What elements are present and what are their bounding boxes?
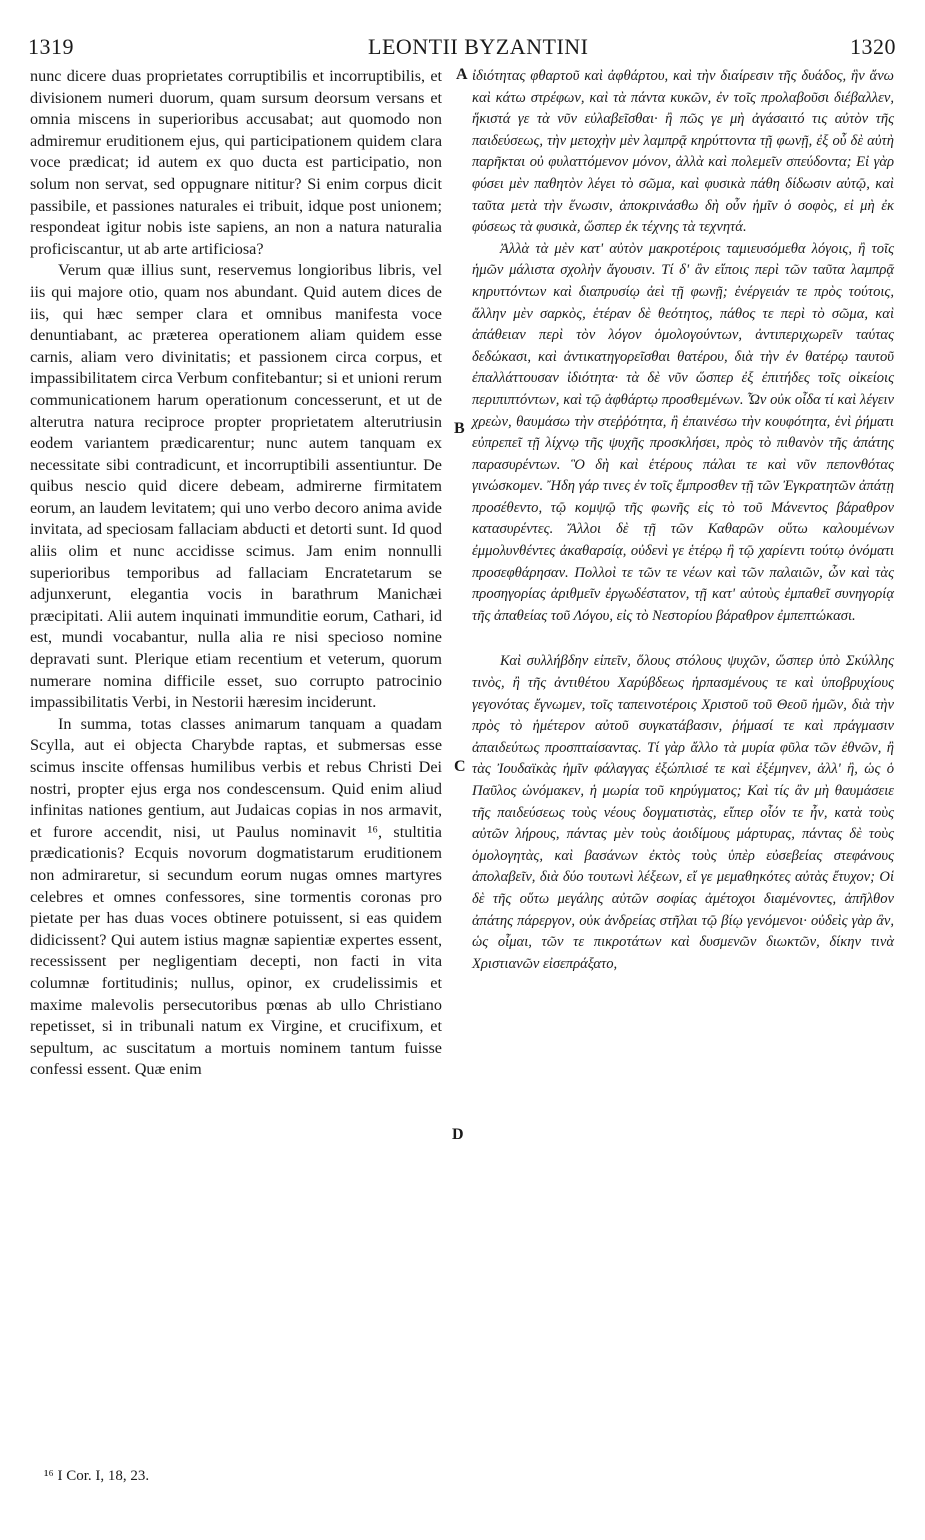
page-number-left: 1319 — [28, 34, 74, 59]
running-title: LEONTII BYZANTINI — [368, 34, 589, 59]
latin-paragraph-3: In summa, totas classes animarum tanquam a quadam Scylla, aut ei objecta Charybde raptas, et submersas esse scimus inscite offensas humilibus verbis et rebus Christi Dei nostri, propter ejus erga nos condescensum. Quid enim aliud infinitas nationes gentium, aut Judaicas copias in nos armavit, et furore accendit, nisi, ut Paulus nominavit ¹⁶, stultitia prædicationis? Ecquis novorum dogmatistarum eruditionem non admiraretur, si secundum eorum nugas omnes martyres celebres et omnes confessores, sine tormentis coronas pro pietate per has duas voces obtinere potuissent, si eas quidem didicissent? Qui autem istius magnæ sapientiæ expertes essent, recessissent per negligentiam decepti, non facti in vita columnæ fortitudinis; nullus, opinor, ex crudelissimis et maxime malevolis persecutoribus pœnas ab ullo Christiano repetisset, si in tribunali natum ex Virgine, et crucifixum, et sepultum, ac suscitatum a mortuis nominem tantum fuisse confessi essent. Quæ enim — [30, 714, 442, 1079]
latin-column — [30, 66, 442, 1081]
page-header — [28, 34, 896, 64]
latin-paragraph-1: nunc dicere duas proprietates corruptibilis et incorruptibilis, et divisionem numeri duorum, quam sursum deorsum versans et omnia miscens in superioribus accusabat; aut quomodo non admiremur eruditionem ejus, qui participationem quidem clara voce prædicat; id autem ex quo ducta est participatio, non solum non servat, sed oppugnare nititur? Si enim corpus dicit passibile, et passiones naturales ei tribuit, idque post unionem; respondeat igitur nobis iste sapiens, an non a natura naturalia proficiscantur, ut ab arte artificiosa? — [30, 67, 442, 258]
greek-paragraph-2: Ἀλλὰ τὰ μὲν κατ' αὐτὸν μακροτέροις ταμιευσόμεθα λόγοις, ἢ τοῖς ἡμῶν μάλιστα σχολὴν ἄγουσιν. Τί δ' ἂν εἴποις περὶ τῶν ταῦτα λαμπρᾷ κηρυττόντων καὶ διαπρυσίῳ ἀεὶ τῇ φωνῇ; ἐνέργειάν τε πρὸς τούτοις, ἄλλην μὲν σαρκὸς, ἑτέραν δὲ θεότητος, πάθος τε περὶ τὸ σῶμα, καὶ ἀπάθειαν περὶ τὸν λόγον ὁμολογούντων, ἀντιπεριχωρεῖν ταύτας δεδώκασι, καὶ ἀντικατηγορεῖσθαι θατέρου, διὰ τὴν ἐν θατέρῳ ταυτοῦ ἐπαλλάττουσαν ἰδιότητα· τὰ δὲ νῦν ὥσπερ ἐξ ἐπιτήδες τοῖς οἰκείοις περιπιπτόντων, καὶ τῷ ἀφθάρτῳ προσθεμένων. Ὧν οὐκ οἶδα τί καὶ λέγειν χρεὼν, θαυμάσω τὴν στεῤῥότητα, ἢ ἐπαινέσω τὴν κουφότητα, ἑνὶ ῥήματι εὐπρεπεῖ τῇ λίχνῳ τῆς ψυχῆς προσκλήσει, πρὸς τὸ πιθανὸν τῆς ἀπάτης παρασυρέντων. Ὃ δὴ καὶ ἑτέρους πάλαι τε καὶ νῦν πεπονθότας γινώσκομεν. Ἤδη γάρ τινες ἐν τοῖς ἔμπροσθεν τῇ τῶν Ἐγκρατητῶν ἀπάτῃ προσέθεντο, τῷ κομψῷ τῆς φωνῆς εἰς τὸ τοῦ Μάνεντος βάραθρον κατασυρέντες. Ἄλλοι δὲ τῇ τῶν Καθαρῶν οὕτω καλουμένων ἐμμολυνθέντες ἀκαθαρσίᾳ, οὐδενὶ γε ἑτέρῳ ἢ τῷ χαρίεντι τούτῳ ὀνόματι προσεφθάρησαν. Πολλοὶ τε τῶν τε νέων καὶ τῶν παλαιῶν, ὧν καὶ τὰς προσηγορίας ἀριθμεῖν ἐργωδέστατον, τῇ κατ' αὐτοὺς ἐμπαθεῖ συνηγορίᾳ τῆς ἀπαθείας τοῦ Λόγου, εἰς τὸ Νεστορίου βάραθρον ἐμπεπτώκασι. — [472, 240, 894, 624]
greek-column — [472, 66, 894, 975]
footnote: ¹⁶ I Cor. I, 18, 23. — [44, 1468, 150, 1484]
margin-letter-b: B — [454, 420, 465, 437]
greek-paragraph-1: ἰδιότητας φθαρτοῦ καὶ ἀφθάρτου, καὶ τὴν διαίρεσιν τῆς δυάδος, ἣν ἄνω καὶ κάτω στρέφων, καὶ τὰ πάντα κυκῶν, ἐν τοῖς προλαβοῦσι διέβαλλεν, ἥκιστά γε τὰ νῦν εὐλαβεῖσθαι· ἢ πῶς γε μὴ ἀγάσαιτό τις αὐτὸν τῆς παιδεύσεως, τὴν μετοχὴν μὲν λαμπρᾷ κηρύττοντα τῇ φωνῇ, ἐξ οὗ δὲ αὐτὴ παρῆκται οὐ φυλαττόμενον μόνον, ἀλλὰ καὶ πολεμεῖν σπεύδοντα; Εἰ γὰρ φύσει μὲν παθητὸν λέγει τὸ σῶμα, καὶ φυσικὰ πάθη δίδωσιν αὐτῷ, καὶ ταῦτα μετὰ τὴν ἕνωσιν, ἀποκρινάσθω δὴ οὖν ἡμῖν ὁ σοφὸς, εἰ μὴ ἐκ φύσεως τὰ φυσικὰ, ὥσπερ ἐκ τέχνης τὰ τεχνητά. — [472, 68, 894, 236]
greek-paragraph-3: Καὶ συλλήβδην εἰπεῖν, ὅλους στόλους ψυχῶν, ὥσπερ ὑπὸ Σκύλλης τινὸς, ἢ τῆς ἀντιθέτου Χαρύβδεως ἡρπασμένους τε καὶ ὑποβρυχίους γεγονότας ἔγνωμεν, τοῖς ταπεινοτέροις Χριστοῦ τοῦ Θεοῦ ἡμῶν, διὰ τὴν πρὸς τὸ ἡμέτερον αὐτοῦ συγκατάβασιν, ῥήμασί τε καὶ πράγμασιν ἀπαιδεύτως προσπταίσαντας. Τί γὰρ ἄλλο τὰ μυρία φῦλα τῶν ἐθνῶν, ἢ τὰς Ἰουδαϊκὰς ἡμῖν φάλαγγας ἐξώπλισέ τε καὶ ἐξέμηνεν, ἀλλ' ἢ, ὡς ὁ Παῦλος ὠνόμακεν, ἡ μωρία τοῦ κηρύγματος; Καὶ τίς ἂν μὴ θαυμάσειε τῆς παιδεύσεως τοὺς νέους δογματιστὰς, εἴπερ οἷόν τε ἦν, κατὰ τοὺς αὐτῶν λήρους, πάντας μὲν τοὺς ἀοιδίμους μάρτυρας, πάντας δὲ τοὺς ὁμολογητὰς, καὶ βασάνων ἐκτὸς τοὺς ὑπὲρ εὐσεβείας στεφάνους ἀπολαβεῖν, διὰ δύο τουτωνὶ λέξεων, εἴ γε μεμαθηκότες αὐτὰς ἔτυχον; Οἱ δὲ τῆς οὕτω μεγάλης αὐτῶν σοφίας ἀμέτοχοι διαμένοντες, ἀπῆλθον ἀπάτης πάρεργον, οὐκ ἀνδρείας στῆλαι τῷ βίῳ γενόμενοι· οὐδεὶς γὰρ ἂν, ὡς οἶμαι, τῶν τε πικροτάτων καὶ δυσμενῶν διωκτῶν, δίκην τινὰ Χριστιανῶν εἰσεπράξατο, — [472, 653, 894, 972]
margin-letter-a: A — [456, 66, 468, 83]
margin-letter-c: C — [454, 758, 466, 775]
page-number-right: 1320 — [850, 34, 896, 59]
margin-letter-d: D — [452, 1126, 464, 1143]
latin-paragraph-2: Verum quæ illius sunt, reservemus longioribus libris, vel iis qui majore otio, quam nos abundant. Quid autem dices de iis, qui hæc semper clara et omnibus manifesta voce denuntiabant, ac præterea operationem aliam quidem esse carnis, aliam vero divinitatis; et passionem circa corpus, et impassibilitatem circa Verbum confitebantur; si et unioni rerum communicationem harum operationum concesserunt, et ut de alterutra natura reciproce propter proprietatem alterutriusin eodem variantem prædicarentur; nunc autem tanquam ex necessitate sibi contradicunt, et incorruptibili assentiuntur. De quibus nescio quid dicere debeam, admirerne firmitatem eorum, an laudem levitatem; qui uno verbo decoro anima avide invitata, ad speciosam fallaciam abducti et detorti sunt. Id quod aliis olim et nunc accidisse scimus. Jam enim nonnulli superioribus temporibus ad fallaciam Encratetarum se adjunxerunt, elegantia vocis in barathrum Manichæi præcipitati. Alii autem inquinati immunditie eorum, Cathari, id est, mundi vocabantur, nulla alia re nisi specioso nomine depravati sunt. Plerique etiam recentium et veterum, quorum numerare nomina difficile esset, suo corrupto patrocinio impassibilitatis Verbi, in Nestorii hæresim inciderunt. — [30, 261, 442, 712]
